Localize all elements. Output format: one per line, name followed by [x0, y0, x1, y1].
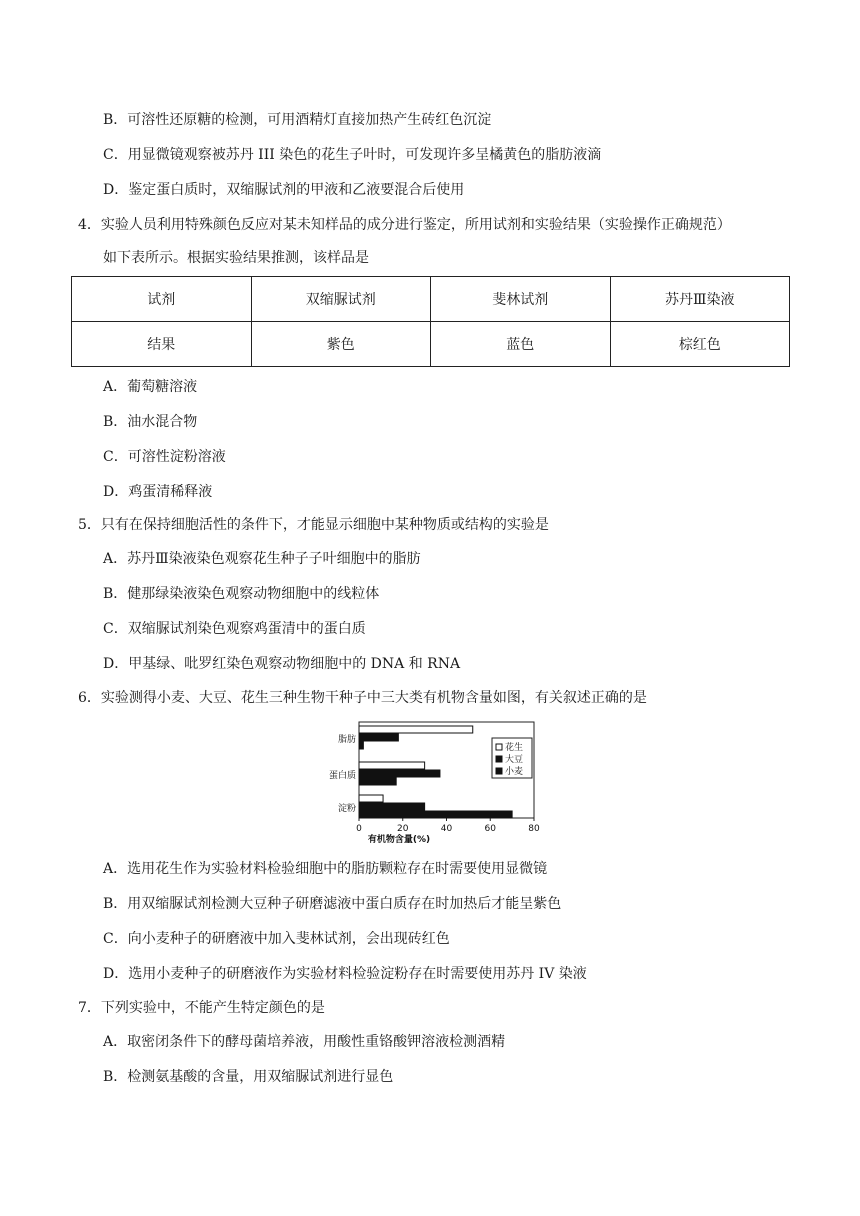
q6-option-d: D．选用小麦种子的研磨液作为实验材料检验淀粉存在时需要使用苏丹 IV 染液 [103, 966, 587, 982]
q4-option-a: A．葡萄糖溶液 [103, 379, 198, 395]
q5-option-d: D．甲基绿、吡罗红染色观察动物细胞中的 DNA 和 RNA [103, 656, 461, 672]
category-label: 淀粉 [337, 804, 356, 814]
bar-淀粉-花生 [359, 795, 383, 802]
legend-label: 小麦 [505, 767, 524, 777]
legend-swatch-小麦 [496, 768, 502, 774]
bar-脂肪-花生 [359, 726, 473, 733]
x-tick-label: 40 [440, 824, 453, 834]
x-tick-label: 80 [528, 824, 540, 834]
table-cell: 紫色 [251, 322, 431, 367]
q4-stem-cont: 如下表所示。根据实验结果推测，该样品是 [103, 250, 369, 266]
q4-results-table [71, 276, 790, 367]
table-row [72, 277, 790, 322]
q6-option-c: C．向小麦种子的研磨液中加入斐林试剂，会出现砖红色 [103, 931, 450, 947]
q5-option-c: C．双缩脲试剂染色观察鸡蛋清中的蛋白质 [103, 621, 366, 637]
table-cell: 双缩脲试剂 [251, 277, 431, 322]
legend-swatch-花生 [496, 744, 502, 750]
q6-option-b: B．用双缩脲试剂检测大豆种子研磨滤液中蛋白质存在时加热后才能呈紫色 [103, 896, 562, 912]
q4-stem: 4．实验人员利用特殊颜色反应对某未知样品的成分进行鉴定，所用试剂和实验结果（实验操作正确规范） [78, 217, 731, 233]
bar-脂肪-大豆 [359, 734, 398, 741]
table-cell: 棕红色 [610, 322, 790, 367]
category-label: 蛋白质 [328, 771, 356, 781]
q3-option-b: B．可溶性还原糖的检测，可用酒精灯直接加热产生砖红色沉淀 [103, 112, 492, 128]
legend-label: 花生 [505, 743, 524, 753]
q4-option-c: C．可溶性淀粉溶液 [103, 449, 226, 465]
table-cell: 苏丹Ⅲ染液 [610, 277, 790, 322]
x-tick-label: 20 [397, 824, 409, 834]
bar-蛋白质-大豆 [359, 770, 440, 777]
q6-option-a: A．选用花生作为实验材料检验细胞中的脂肪颗粒存在时需要使用显微镜 [103, 861, 548, 877]
table-row [72, 322, 790, 367]
bar-淀粉-大豆 [359, 803, 425, 810]
q7-stem: 7．下列实验中，不能产生特定颜色的是 [78, 1000, 325, 1016]
q5-option-a: A．苏丹Ⅲ染液染色观察花生种子子叶细胞中的脂肪 [103, 551, 421, 567]
x-tick-label: 60 [484, 824, 496, 834]
q7-option-a: A．取密闭条件下的酵母菌培养液，用酸性重铬酸钾溶液检测酒精 [103, 1034, 506, 1050]
bar-蛋白质-花生 [359, 762, 425, 769]
table-cell: 斐林试剂 [431, 277, 611, 322]
legend-label: 大豆 [505, 755, 524, 765]
organic-content-chart [326, 720, 546, 848]
bar-脂肪-小麦 [359, 742, 363, 749]
q7-option-b: B．检测氨基酸的含量，用双缩脲试剂进行显色 [103, 1069, 394, 1085]
table-cell: 结果 [72, 322, 252, 367]
x-axis-label: 有机物含量(%) [367, 835, 431, 845]
legend-swatch-大豆 [496, 756, 502, 762]
category-label: 脂肪 [337, 735, 356, 745]
q5-stem: 5．只有在保持细胞活性的条件下，才能显示细胞中某种物质或结构的实验是 [78, 517, 549, 533]
q6-stem: 6．实验测得小麦、大豆、花生三种生物干种子中三大类有机物含量如图，有关叙述正确的是 [78, 690, 647, 706]
bar-淀粉-小麦 [359, 811, 512, 818]
q3-option-d: D．鉴定蛋白质时，双缩脲试剂的甲液和乙液要混合后使用 [103, 182, 465, 198]
q4-option-b: B．油水混合物 [103, 414, 198, 430]
q3-option-c: C．用显微镜观察被苏丹 III 染色的花生子叶时，可发现许多呈橘黄色的脂肪液滴 [103, 147, 602, 163]
q5-option-b: B．健那绿染液染色观察动物细胞中的线粒体 [103, 586, 380, 602]
table-cell: 试剂 [72, 277, 252, 322]
q4-option-d: D．鸡蛋清稀释液 [103, 484, 213, 500]
x-tick-label: 0 [356, 824, 362, 834]
table-cell: 蓝色 [431, 322, 611, 367]
bar-蛋白质-小麦 [359, 778, 396, 785]
